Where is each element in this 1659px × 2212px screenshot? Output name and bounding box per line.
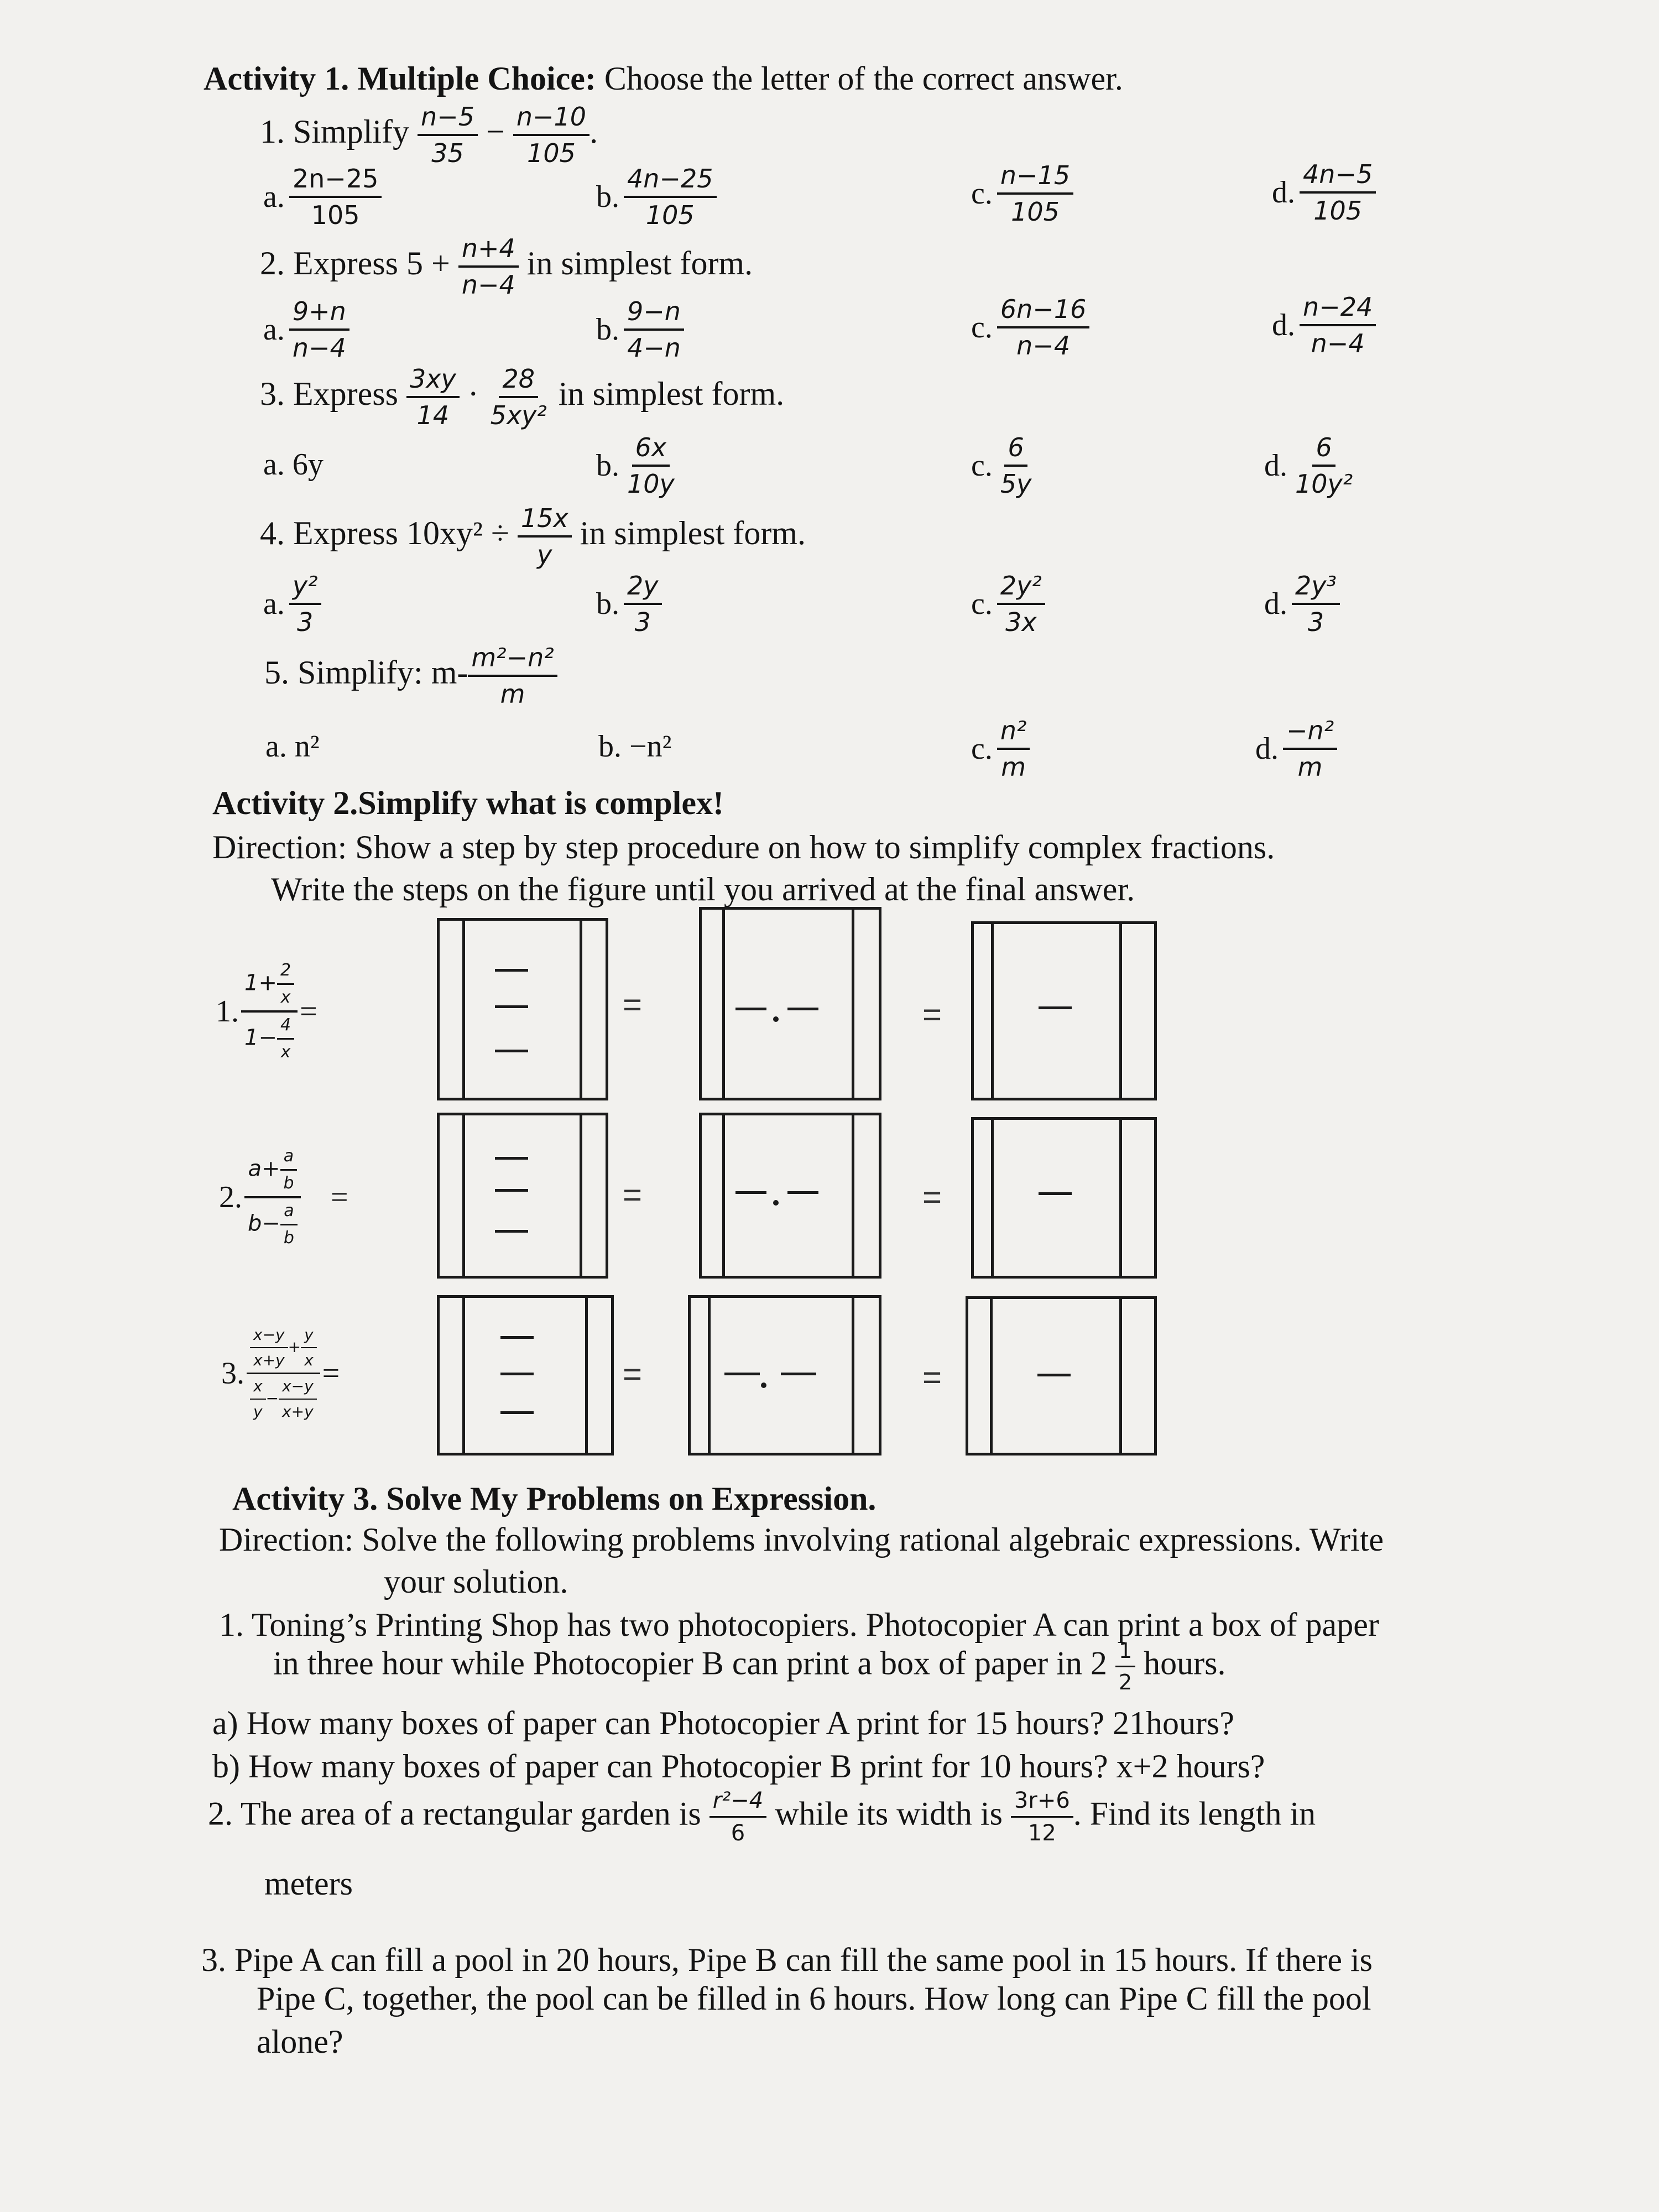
q4-stem xyxy=(260,503,806,570)
problem2-line1: 2. The area of a rectangular garden is $\frac{\text{r²−4}}{6}$ while its width is $\frac{3r+6}{12}$ . Find its length in xyxy=(208,1788,1316,1846)
complex-fraction-2: 2. a+ $\frac{a}{b}$ b− $\frac{a}{b}$ = xyxy=(219,1146,348,1248)
q5-prefix: 5. Simplify: m- xyxy=(264,654,468,691)
equals-sign: = xyxy=(922,1178,942,1215)
activity2-heading: Activity 2.Simplify what is complex! xyxy=(212,785,724,821)
q3-option-b[interactable]: b. $\frac{6x}{10y}$ xyxy=(596,432,675,499)
q5-option-b[interactable]: b. −n² xyxy=(598,729,672,764)
q2-option-d[interactable]: d. $\frac{n-24}{n-4}$ xyxy=(1272,294,1376,356)
area-fraction: $\frac{\text{r²−4}}{6}$ xyxy=(709,1790,766,1844)
problem1-part-a: a) How many boxes of paper can Photocopier A print for 15 hours? 21hours? xyxy=(212,1705,1234,1741)
activity3-direction-line1: Direction: Solve the following problems involving rational algebraic expressions. Write xyxy=(219,1521,1384,1558)
q3-fraction-1: $\frac{3xy}{14}$ xyxy=(406,366,460,428)
q4-option-b[interactable]: b. $\frac{2y}{3}$ xyxy=(596,573,662,635)
q3-option-a[interactable]: a. 6y xyxy=(263,447,324,482)
q1-prefix: 1. Simplify xyxy=(260,113,410,150)
q2-suffix: in simplest form. xyxy=(526,244,753,281)
mixed-number-fraction: $\frac{1}{2}$ xyxy=(1115,1640,1135,1693)
q1-option-c[interactable]: c. $\frac{n-15}{105}$ xyxy=(971,163,1073,225)
equals-sign: = xyxy=(922,996,942,1033)
q3-fraction-2: $\frac{28}{\text{5xy²}}$ xyxy=(490,364,547,430)
q1-fraction-1: $\frac{n-5}{35}$ xyxy=(418,104,478,166)
q5-stem xyxy=(264,645,557,707)
problem1-part-b: b) How many boxes of paper can Photocopier B print for 10 hours? x+2 hours? xyxy=(212,1748,1265,1785)
complex-fraction-3: 3. $\frac{x-y}{x+y}$ + $\frac{y}{x}$ $\frac{x}{y}$ − $\frac{x-y}{x+y}$ = xyxy=(221,1326,340,1421)
problem3-line2: Pipe C, together, the pool can be filled in 6 hours. How long can Pipe C fill the pool xyxy=(257,1980,1371,2017)
q5-fraction: $\frac{\text{m²−n²}}{m}$ xyxy=(468,645,557,707)
activity1-heading xyxy=(204,60,1123,98)
q4-option-d[interactable]: d. $\frac{\text{2y³}}{3}$ xyxy=(1264,573,1340,635)
activity3-direction-line2: your solution. xyxy=(384,1563,568,1600)
step-box-2-3[interactable] xyxy=(971,1117,1157,1279)
q3-option-c[interactable]: c. $\frac{6}{5y}$ xyxy=(971,432,1032,499)
activity2-direction-line2: Write the steps on the figure until you arrived at the final answer. xyxy=(271,871,1135,907)
q2-stem xyxy=(260,233,753,300)
q2-prefix: 2. Express 5 + xyxy=(260,244,450,281)
activity3-heading: Activity 3. Solve My Problems on Expression. xyxy=(232,1480,877,1517)
q3-prefix: 3. Express xyxy=(260,375,398,412)
equals-sign: = xyxy=(623,986,643,1023)
complex-fraction-1: 1. 1+ $\frac{2}{x}$ 1− $\frac{4}{x}$ = xyxy=(216,961,317,1062)
q2-option-b[interactable]: b. $\frac{9-n}{4-n}$ xyxy=(596,299,684,361)
equals-sign: = xyxy=(623,1176,643,1213)
problem3-line3: alone? xyxy=(257,2023,343,2060)
q1-option-a[interactable]: a. $\frac{2n-25}{105}$ xyxy=(263,166,382,228)
equals-sign: = xyxy=(623,1355,643,1392)
problem2-line2: meters xyxy=(264,1865,353,1902)
q5-option-a[interactable]: a. n² xyxy=(265,729,320,764)
width-fraction: $\frac{3r+6}{12}$ xyxy=(1011,1790,1073,1844)
q5-option-d[interactable]: d. $\frac{\text{−n²}}{m}$ xyxy=(1255,718,1337,780)
q3-suffix: in simplest form. xyxy=(558,375,785,412)
equals-sign: = xyxy=(922,1359,942,1396)
activity2-direction-line1: Direction: Show a step by step procedure on how to simplify complex fractions. xyxy=(212,829,1275,865)
q1-fraction-2: $\frac{n-10}{105}$ xyxy=(513,104,589,166)
q4-option-c[interactable]: c. $\frac{\text{2y²}}{3x}$ xyxy=(971,573,1045,635)
problem3-line1: 3. Pipe A can fill a pool in 20 hours, Pipe B can fill the same pool in 15 hours. If there is xyxy=(201,1942,1373,1978)
q2-fraction: $\frac{n+4}{n-4}$ xyxy=(458,236,519,298)
q2-option-c[interactable]: c. $\frac{6n-16}{n-4}$ xyxy=(971,296,1089,358)
problem1-line1: 1. Toning’s Printing Shop has two photocopiers. Photocopier A can print a box of paper xyxy=(219,1606,1379,1643)
q4-option-a[interactable]: a. $\frac{\text{y²}}{3}$ xyxy=(263,573,321,635)
step-box-1-3[interactable] xyxy=(971,921,1157,1100)
q1-option-b[interactable]: b. $\frac{4n-25}{105}$ xyxy=(596,166,717,228)
q3-option-d[interactable]: d. $\frac{6}{\text{10y²}}$ xyxy=(1264,432,1353,499)
activity1-heading-rest: Choose the letter of the correct answer. xyxy=(596,60,1123,97)
q3-stem xyxy=(260,366,784,428)
q2-option-a[interactable]: a. $\frac{9+n}{n-4}$ xyxy=(263,299,349,361)
q1-operator: − xyxy=(486,113,505,150)
q4-suffix: in simplest form. xyxy=(580,514,806,551)
q3-operator: · xyxy=(467,375,479,412)
problem1-line2: in three hour while Photocopier B can print a box of paper in 2 $\frac{1}{2}$ hours. xyxy=(273,1639,1226,1694)
activity1-heading-bold: Activity 1. Multiple Choice: xyxy=(204,60,596,97)
q5-option-c[interactable]: c. $\frac{\text{n²}}{m}$ xyxy=(971,718,1030,780)
q1-stem: 1. Simplify $\frac{n-5}{35}$ − $\frac{n-10}{105}$ . xyxy=(260,102,598,168)
q4-fraction: $\frac{15x}{y}$ xyxy=(518,505,572,567)
q1-option-d[interactable]: d. $\frac{4n-5}{105}$ xyxy=(1272,161,1376,223)
q4-prefix: 4. Express 10xy² ÷ xyxy=(260,514,509,551)
